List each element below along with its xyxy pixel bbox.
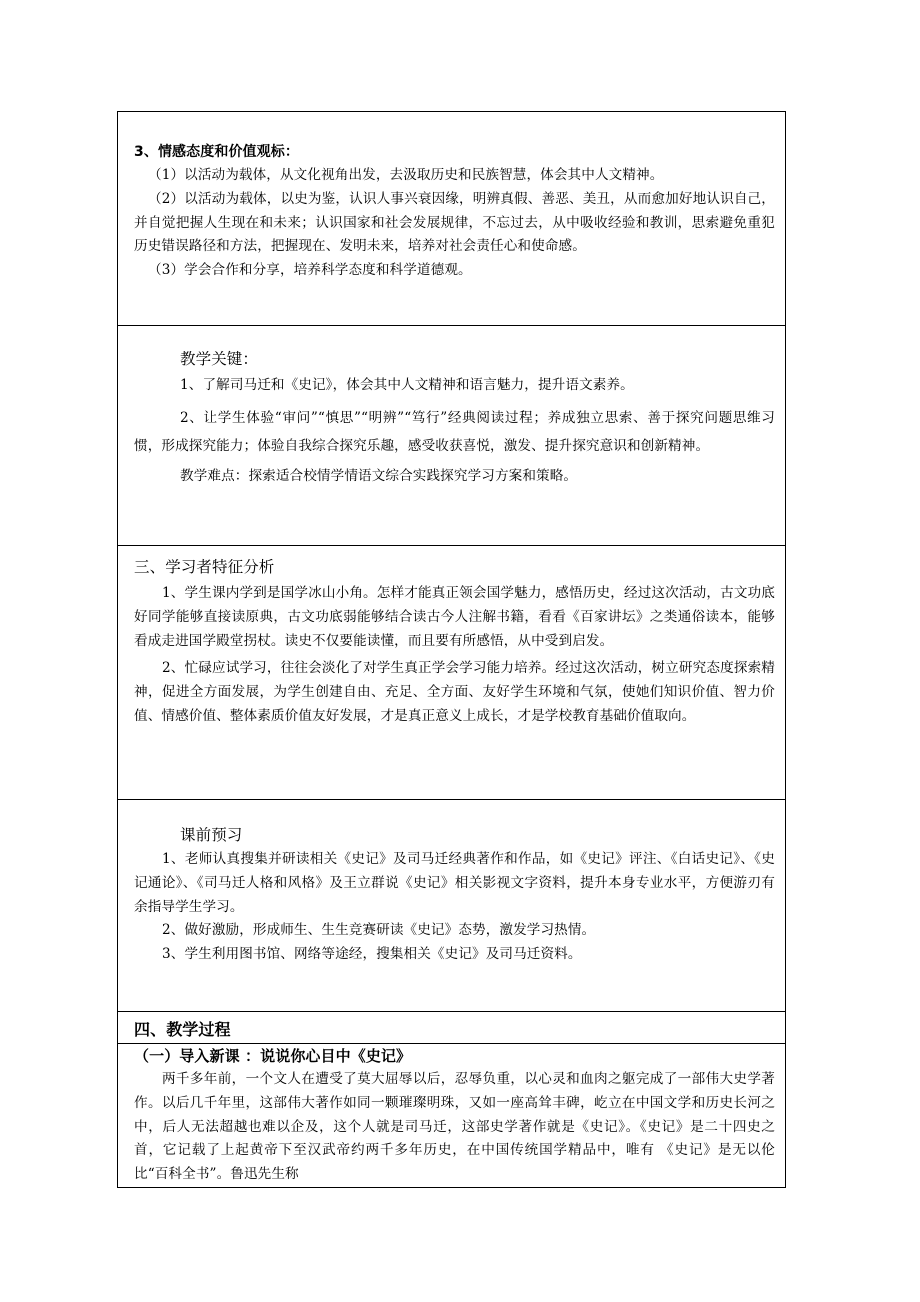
learner-item-1: 1、学生课内学到是国学冰山小角。怎样才能真正领会国学魅力，感悟历史，经过这次活动，古文功底好同学能够直接读原典，古文功底弱能够结合读古今人注解书籍，看看《百家讲坛》之类通俗读本，能够看成走进国学殿堂拐杖。读史不仅要能读懂，而且要有所感悟，从中受到启发。 bbox=[134, 585, 775, 649]
intro-heading: （一）导入新课 ：说说你心目中《史记》 bbox=[134, 1047, 412, 1065]
preview-heading: 课前预习 bbox=[180, 826, 243, 844]
preview-item-3: 3、学生利用图书馆、网络等途经，搜集相关《史记》及司马迁资料。 bbox=[162, 946, 582, 963]
learner-heading: 三、学习者特征分析 bbox=[134, 558, 275, 576]
learner-cell bbox=[118, 546, 785, 800]
goals-cell bbox=[118, 112, 785, 326]
lesson-plan-table bbox=[117, 111, 786, 1188]
preview-cell bbox=[118, 800, 785, 1012]
process-heading: 四、教学过程 bbox=[134, 1020, 231, 1039]
learner-item-2: 2、忙碌应试学习，往往会淡化了对学生真正学会学习能力培养。经过这次活动，树立研究态度探索精神，促进全方面发展，为学生创建自由、充足、全方面、友好学生环境和气氛，使她们知识价值、智力价值、情感价值、整体素质价值友好发展，才是真正意义上成长，才是学校教育基础价值取向。 bbox=[134, 660, 775, 724]
preview-item-1: 1、老师认真搜集并研读相关《史记》及司马迁经典著作和作品，如《史记》评注、《白话史记》、《史记通论》、《司马迁人格和风格》及王立群说《史记》相关影视文字资料，提升本身专业水平，方便游刃有余指导学生学习。 bbox=[134, 851, 775, 915]
intro-body: 两千多年前，一个文人在遭受了莫大屈辱以后，忍辱负重，以心灵和血肉之躯完成了一部伟大史学著作。以后几千年里，这部伟大著作如同一颗璀璨明珠，又如一座高耸丰碑，屹立在中国文学和历史长河之中，后人无法超越也难以企及，这个人就是司马迁，这部史学著作就是《史记》。《史记》是二十四史之首，它记载了上起黄帝下至汉武帝约两千多年历史，在中国传统国学精品中，唯有 《史记》是无以伦比“百科全书”。鲁迅先生称 bbox=[134, 1071, 775, 1183]
key-difficulty: 教学难点：探索适合校情学情语文综合实践探究学习方案和策略。 bbox=[180, 467, 578, 484]
key-heading: 教学关键： bbox=[180, 350, 259, 368]
key-item-2: 2、让学生体验“审问”“慎思”“明辨”“笃行”经典阅读过程；养成独立思索、善于探究问题思维习惯，形成探究能力；体验自我综合探究乐趣，感受收获喜悦，激发、提升探究意识和创新精神。 bbox=[134, 409, 775, 455]
key-cell bbox=[118, 326, 785, 546]
goals-item-3: （3）学会合作和分享，培养科学态度和科学道德观。 bbox=[148, 262, 472, 279]
preview-item-2: 2、做好激励，形成师生、生生竞赛研读《史记》态势，激发学习热情。 bbox=[162, 922, 596, 939]
key-item-1: 1、了解司马迁和《史记》，体会其中人文精神和语言魅力，提升语文素养。 bbox=[180, 377, 634, 393]
intro-cell bbox=[118, 1044, 785, 1187]
process-cell bbox=[118, 1012, 785, 1044]
goals-heading: 3、情感态度和价值观标： bbox=[134, 144, 299, 160]
goals-item-1: （1）以活动为载体，从文化视角出发，去汲取历史和民族智慧，体会其中人文精神。 bbox=[148, 167, 664, 183]
goals-item-2: （2）以活动为载体，以史为鉴，认识人事兴衰因缘，明辨真假、善恶、美丑，从而愈加好地认识自己，并自觉把握人生现在和未来；认识国家和社会发展规律，不忘过去，从中吸收经验和教训，思索避免重犯历史错误路径和方法，把握现在、发明未来，培养对社会责任心和使命感。 bbox=[134, 190, 775, 255]
